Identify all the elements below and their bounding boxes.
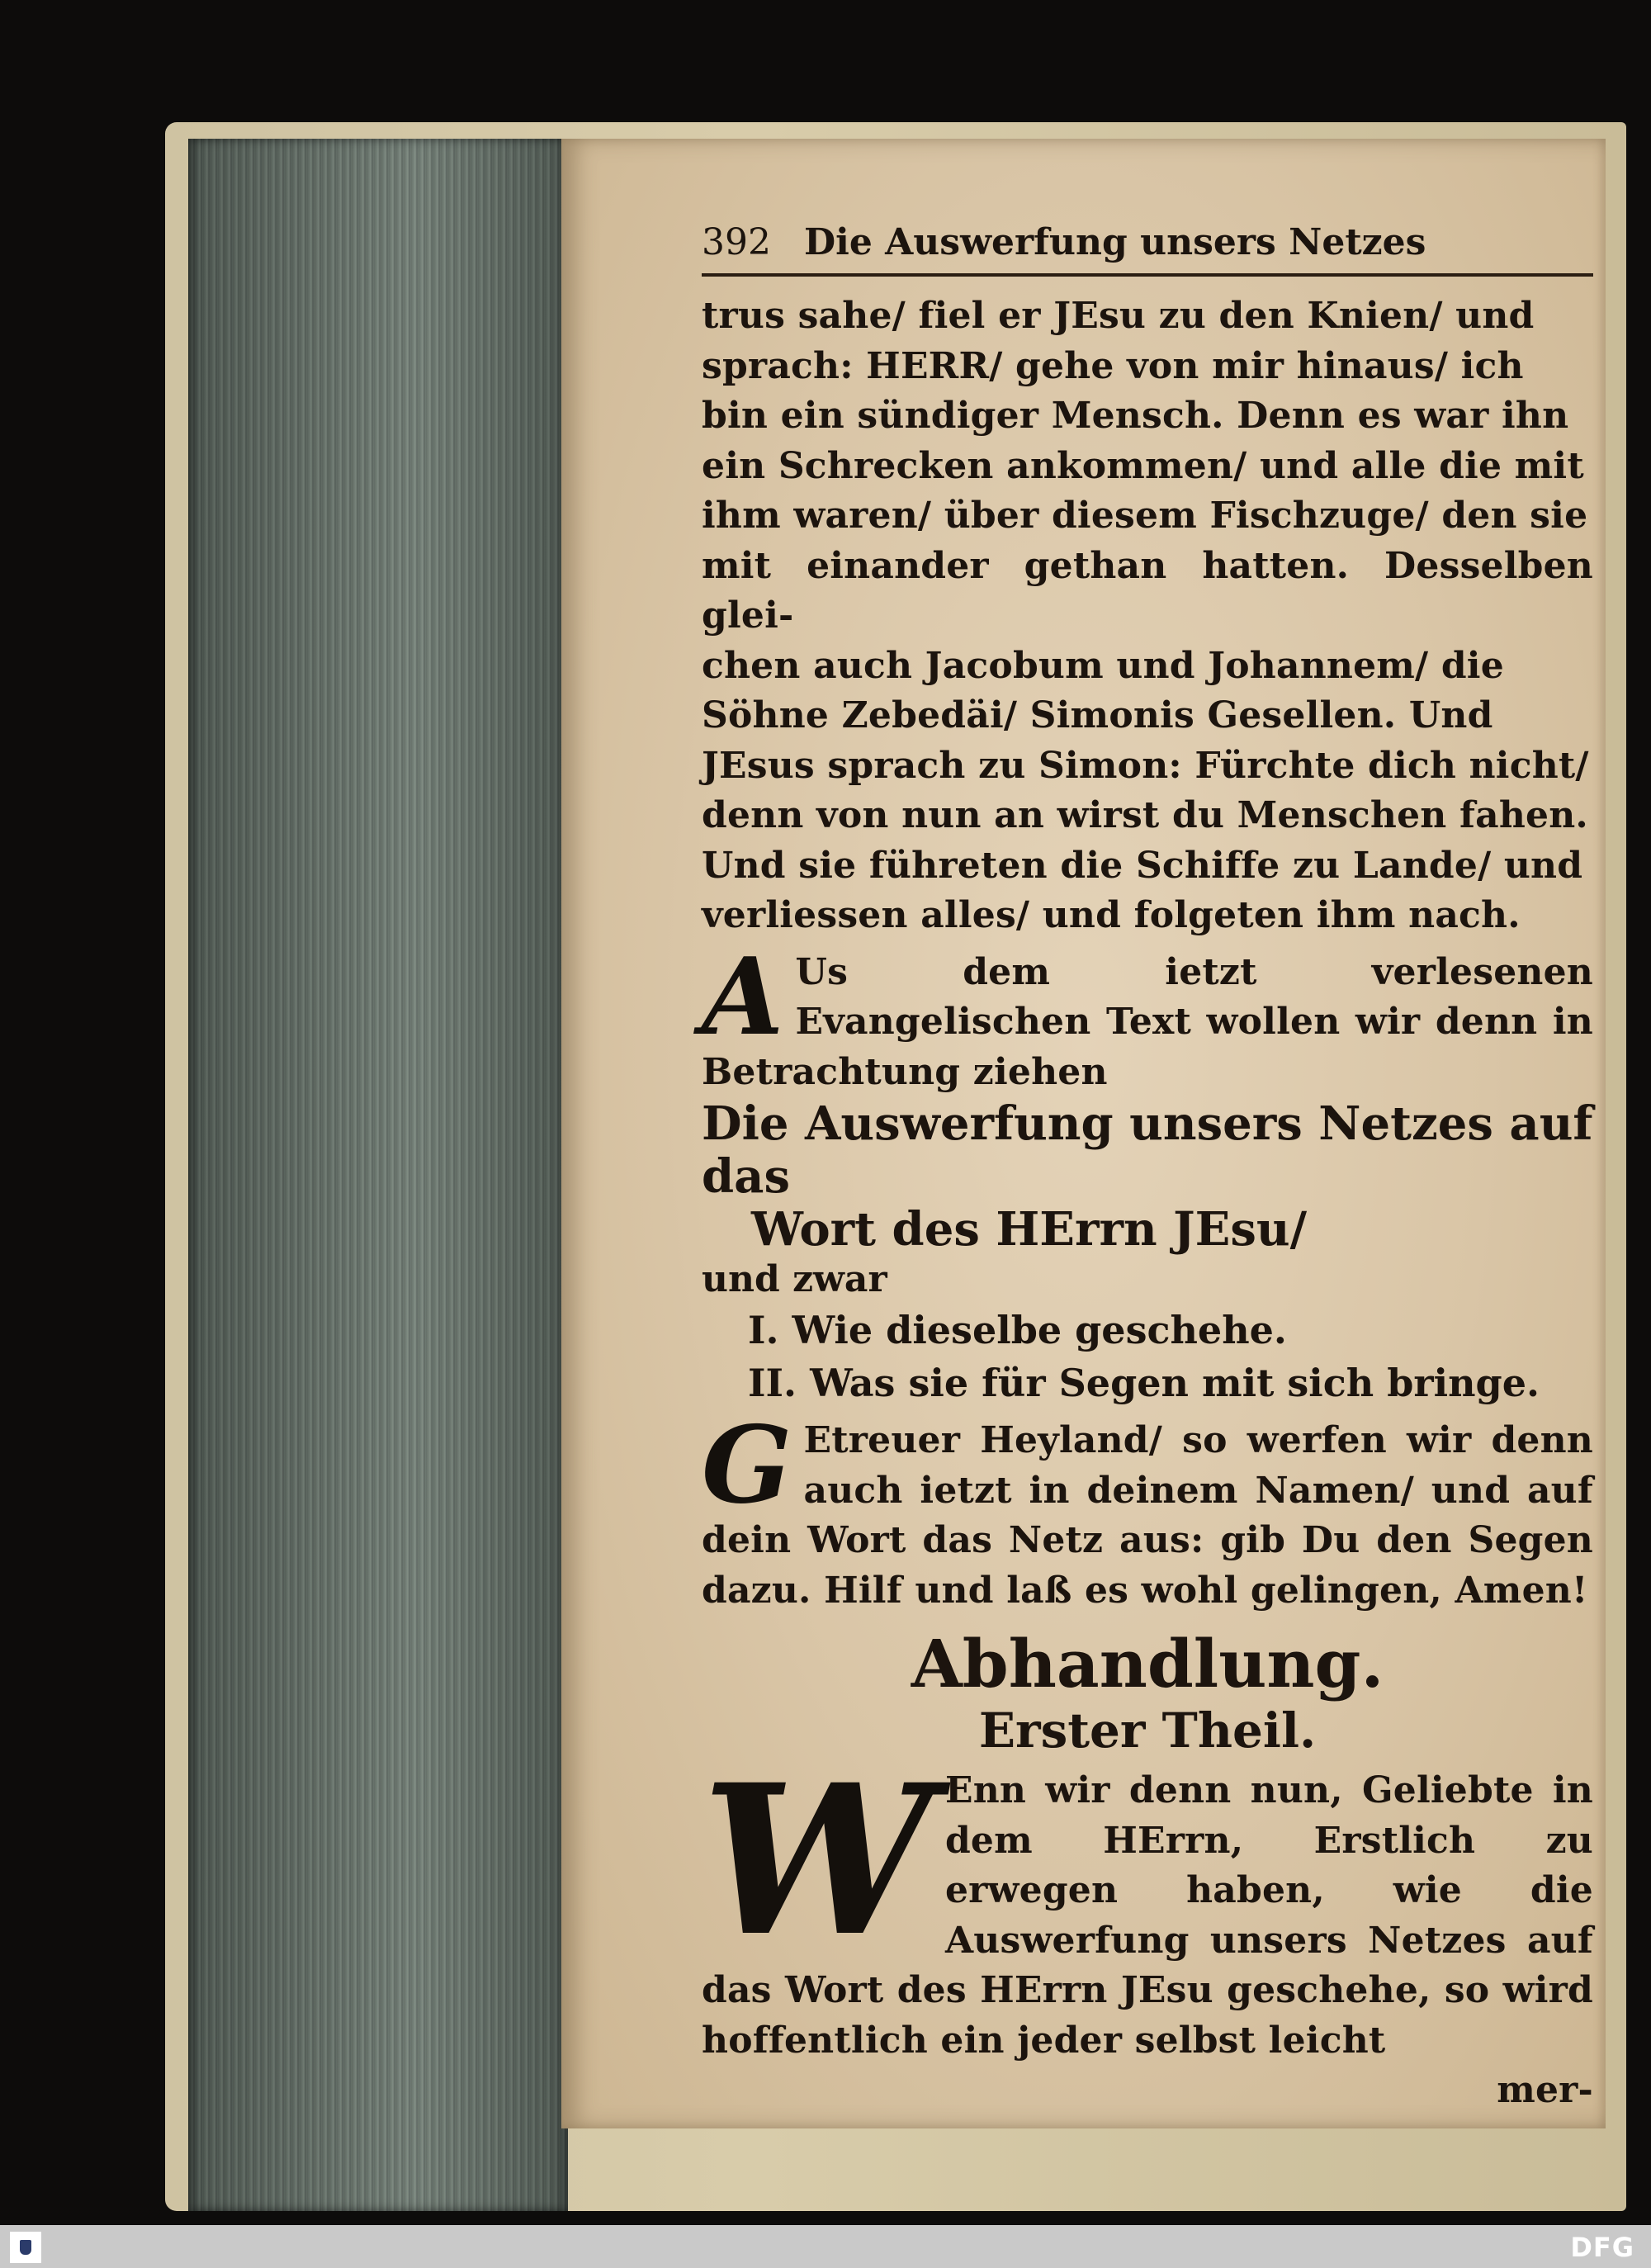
running-header xyxy=(702,221,1593,277)
text-line: mit einander gethan hatten. Desselben glei- xyxy=(702,544,1593,637)
text-line: Söhne Zebedäi/ Simonis Gesellen. Und xyxy=(702,694,1493,736)
section-subheading: Erster Theil. xyxy=(978,1702,1317,1759)
text-line: sprach: HERR/ gehe von mir hinaus/ ich xyxy=(702,344,1524,387)
dfg-logo: DFG xyxy=(1570,2232,1634,2263)
first-part-paragraph xyxy=(702,1739,1593,2116)
text-line: verliessen alles/ und folgeten ihm nach. xyxy=(702,894,1521,936)
page-edges xyxy=(188,139,568,2211)
und-zwar: und zwar xyxy=(702,1258,887,1300)
text-line: ihm waren/ über diesem Fischzuge/ den sie xyxy=(702,495,1588,537)
first-part-text: Enn wir denn nun, Geliebte in dem HErrn, Erstlich zu erwegen haben, wie die Auswerfung unsers Netzes auf das Wort des HErrn JEsu geschehe, so wird hoffentlich ein jeder selbst leicht xyxy=(702,1769,1593,2062)
sermon-theme-cont: Wort des HErrn JEsu/ xyxy=(751,1202,1308,1257)
page-number: 392 xyxy=(702,221,771,263)
decorated-initial: A xyxy=(702,935,784,1059)
sermon-parts xyxy=(702,1304,1593,1409)
catchword: mer- xyxy=(1497,2069,1593,2111)
text-line: JEsus sprach zu Simon: Fürchte dich nicht/ xyxy=(702,744,1589,787)
section-heading: Abhandlung. xyxy=(911,1625,1384,1702)
decorated-initial: G xyxy=(702,1404,792,1527)
scripture-continuation xyxy=(702,291,1593,941)
book-page xyxy=(561,139,1606,2128)
sermon-theme: Die Auswerfung unsers Netzes auf das xyxy=(702,1096,1593,1204)
running-title: Die Auswerfung unsers Netzes xyxy=(803,221,1426,263)
part-two: II. Was sie für Segen mit sich bringe. xyxy=(748,1361,1540,1405)
page-content xyxy=(702,221,1593,2116)
introduction-text: Us dem ietzt verlesenen Evangelischen Text wollen wir denn in Betrachtung ziehen xyxy=(702,950,1593,1093)
ornamental-initial: W xyxy=(702,1739,934,1982)
text-line: Und sie führeten die Schiffe zu Lande/ und xyxy=(702,844,1583,887)
part-one: I. Wie dieselbe geschehe. xyxy=(748,1308,1287,1352)
viewer-footer xyxy=(0,2225,1651,2268)
library-crest-icon xyxy=(10,2232,41,2263)
prayer-paragraph xyxy=(702,1404,1593,1616)
text-line: chen auch Jacobum und Johannem/ die xyxy=(702,644,1504,687)
prayer-text: Etreuer Heyland/ so werfen wir denn auch ietzt in deinem Namen/ und auf dein Wort das Netz aus: gib Du den Segen dazu. Hilf und laß es wohl gelingen, Amen! xyxy=(702,1419,1593,1612)
text-line: bin ein sündiger Mensch. Denn es war ihn xyxy=(702,395,1569,437)
text-line: trus sahe/ fiel er JEsu zu den Knien/ und xyxy=(702,295,1535,337)
text-line: denn von nun an wirst du Menschen fahen. xyxy=(702,794,1588,836)
text-line: ein Schrecken ankommen/ und alle die mit xyxy=(702,444,1584,487)
introduction-paragraph xyxy=(702,935,1593,1098)
